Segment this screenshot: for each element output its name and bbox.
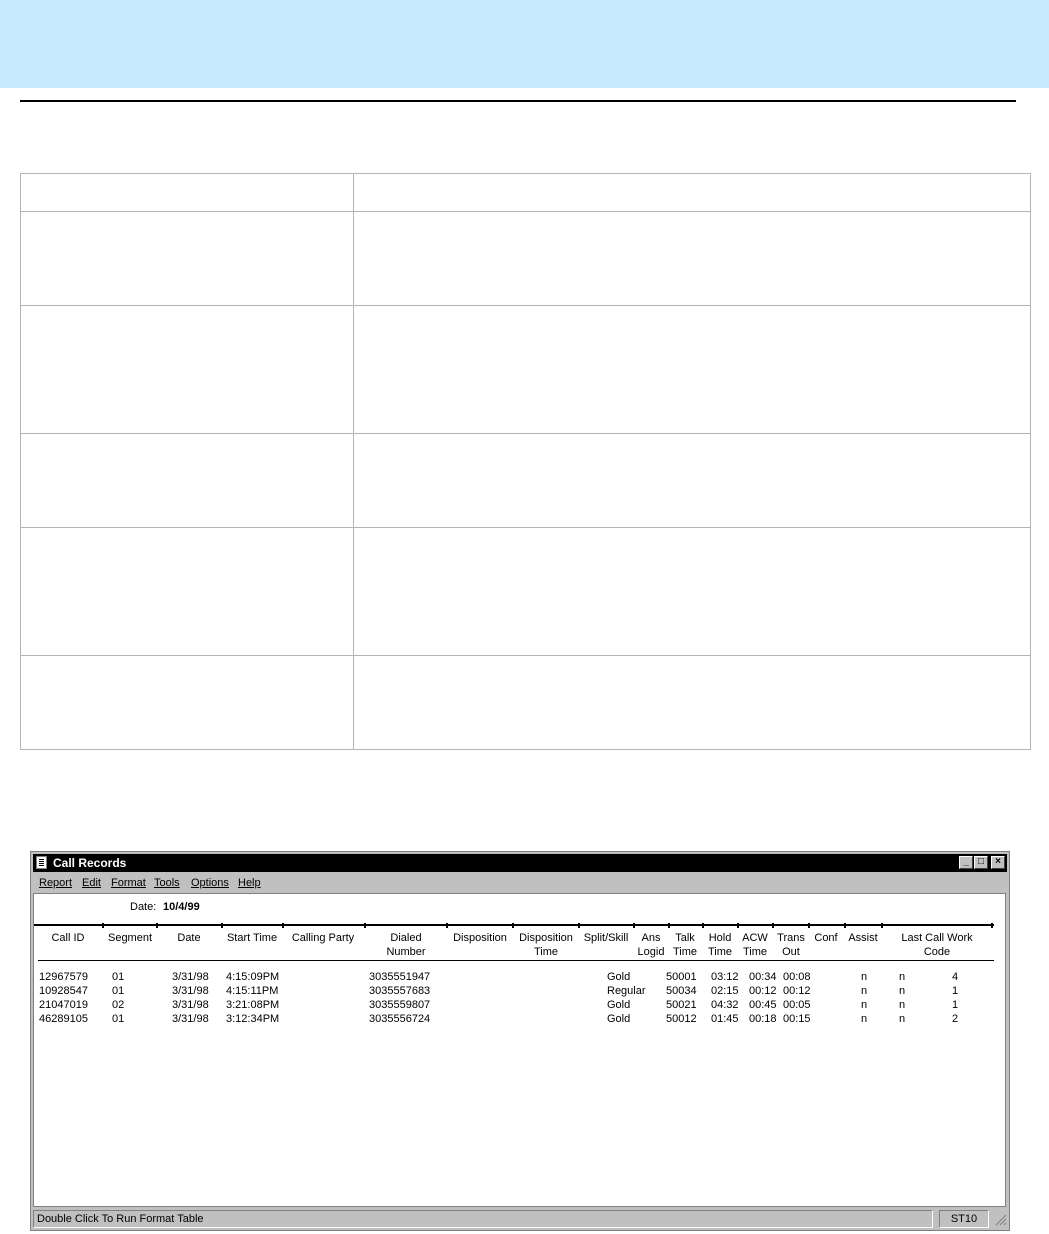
- menu-report[interactable]: [39, 877, 72, 889]
- table-cell: Gold: [607, 1013, 631, 1025]
- column-header-line: Logid: [637, 946, 665, 958]
- status-code: ST10: [939, 1210, 989, 1228]
- column-header-line: Time: [672, 946, 698, 958]
- menu-help-label: Help: [238, 877, 261, 889]
- column-header-line: Conf: [814, 932, 838, 944]
- menu-tools[interactable]: [154, 877, 180, 889]
- column-tick: [156, 923, 158, 928]
- column-header-line: Talk: [675, 932, 695, 944]
- column-tick: [282, 923, 284, 928]
- table-cell: 3/31/98: [172, 999, 209, 1011]
- column-tick: [881, 923, 883, 928]
- table-cell: 3035559807: [369, 999, 431, 1011]
- menu-format-label: Format: [111, 877, 146, 889]
- info-table-row: [21, 528, 1031, 656]
- table-cell: 03:12: [711, 971, 739, 983]
- info-table-row: [21, 174, 1031, 212]
- table-cell: 3035556724: [369, 1013, 431, 1025]
- close-button[interactable]: ×: [991, 856, 1005, 869]
- table-cell: 3035557683: [369, 985, 431, 997]
- column-tick: [808, 923, 810, 928]
- date-label: Date:: [130, 901, 157, 913]
- header-bottom-rule: [38, 960, 994, 961]
- menu-help[interactable]: [238, 877, 261, 889]
- table-cell: 3/31/98: [172, 971, 209, 983]
- column-header-line: Ans: [641, 932, 661, 944]
- table-cell: 4:15:11PM: [226, 985, 279, 997]
- column-tick: [668, 923, 670, 928]
- column-header-line: Number: [386, 946, 426, 958]
- minimize-button[interactable]: _: [959, 856, 973, 869]
- table-cell: 01: [112, 985, 125, 997]
- table-cell: n: [899, 971, 906, 983]
- info-table-row: [21, 656, 1031, 750]
- document-icon[interactable]: [36, 856, 47, 869]
- table-cell: 46289105: [39, 1013, 88, 1025]
- table-cell: 1: [952, 999, 959, 1011]
- table-cell: n: [899, 999, 906, 1011]
- column-tick: [991, 923, 993, 928]
- table-cell: 01: [112, 971, 125, 983]
- table-cell: n: [861, 999, 868, 1011]
- table-cell: 00:12: [749, 985, 777, 997]
- table-cell: 4: [952, 971, 959, 983]
- column-header-line: Calling Party: [291, 932, 355, 944]
- table-cell: 50012: [666, 1013, 697, 1025]
- column-header-line: Out: [782, 946, 800, 958]
- column-header-line: Disposition: [519, 932, 573, 944]
- column-header-line: Start Time: [226, 932, 278, 944]
- header-band: [0, 0, 1049, 88]
- table-cell: 1: [952, 985, 959, 997]
- table-cell: 3:21:08PM: [226, 999, 280, 1011]
- menu-options[interactable]: [191, 877, 229, 889]
- table-cell: n: [861, 971, 868, 983]
- column-header-line: Segment: [107, 932, 153, 944]
- column-tick: [446, 923, 448, 928]
- column-header-line: Disposition: [453, 932, 507, 944]
- column-header-line: Time: [707, 946, 733, 958]
- column-header-line: Date: [177, 932, 201, 944]
- table-cell: n: [861, 1013, 868, 1025]
- table-cell: 12967579: [39, 971, 88, 983]
- maximize-button[interactable]: □: [974, 856, 988, 869]
- date-value: 10/4/99: [163, 901, 200, 913]
- column-header-line: Last Call Work: [901, 932, 973, 944]
- table-cell: 4:15:09PM: [226, 971, 280, 983]
- column-header-line: ACW: [742, 932, 768, 944]
- header-top-rule: [34, 924, 994, 926]
- info-table-row: [21, 434, 1031, 528]
- table-cell: 21047019: [39, 999, 88, 1011]
- column-tick: [844, 923, 846, 928]
- column-tick: [737, 923, 739, 928]
- column-header-line: Dialed: [390, 932, 422, 944]
- table-cell: 50001: [666, 971, 697, 983]
- column-header-line: Time: [533, 946, 559, 958]
- column-tick: [221, 923, 223, 928]
- column-header-line: Code: [923, 946, 951, 958]
- table-cell: 50021: [666, 999, 697, 1011]
- table-cell: Gold: [607, 999, 631, 1011]
- column-tick: [364, 923, 366, 928]
- column-header-line: Split/Skill: [583, 932, 629, 944]
- info-table-row: [21, 306, 1031, 434]
- column-tick: [633, 923, 635, 928]
- table-cell: n: [899, 1013, 906, 1025]
- column-header[interactable]: [877, 931, 997, 959]
- info-table: [20, 173, 1031, 750]
- table-cell: n: [899, 985, 906, 997]
- resize-grip-icon[interactable]: [993, 1212, 1007, 1226]
- table-cell: 00:34: [749, 971, 777, 983]
- table-cell: Gold: [607, 971, 631, 983]
- column-tick: [102, 923, 104, 928]
- column-header-line: Hold: [708, 932, 732, 944]
- table-cell: 50034: [666, 985, 697, 997]
- status-bar: [33, 1210, 1007, 1228]
- column-header-line: Call ID: [51, 932, 85, 944]
- column-tick: [578, 923, 580, 928]
- table-cell: 3/31/98: [172, 1013, 209, 1025]
- status-text: Double Click To Run Format Table: [33, 1210, 933, 1228]
- column-tick: [512, 923, 514, 928]
- table-cell: 3035551947: [369, 971, 431, 983]
- table-cell: 04:32: [711, 999, 739, 1011]
- column-header-line: Trans: [777, 932, 805, 944]
- title-bar[interactable]: [33, 854, 1007, 872]
- table-cell: 02:15: [711, 985, 739, 997]
- menu-edit[interactable]: [82, 877, 101, 889]
- column-tick: [772, 923, 774, 928]
- table-cell: 3:12:34PM: [226, 1013, 280, 1025]
- column-header-line: Time: [742, 946, 768, 958]
- table-cell: 00:05: [783, 999, 811, 1011]
- menu-format[interactable]: [111, 877, 146, 889]
- table-cell: 3/31/98: [172, 985, 209, 997]
- column-header-line: Assist: [848, 932, 878, 944]
- menu-bar: [33, 874, 1007, 892]
- menu-options-label: Options: [191, 877, 229, 889]
- table-cell: 2: [952, 1013, 959, 1025]
- table-cell: n: [861, 985, 868, 997]
- column-tick: [702, 923, 704, 928]
- window-title: Call Records: [53, 856, 127, 870]
- report-area[interactable]: [33, 893, 1006, 1207]
- menu-tools-label: Tools: [154, 877, 180, 889]
- table-cell: 10928547: [39, 985, 88, 997]
- header-rule: [20, 100, 1016, 102]
- info-table-row: [21, 212, 1031, 306]
- table-cell: Regular: [607, 985, 646, 997]
- menu-report-label: Report: [39, 877, 73, 889]
- call-records-window: [30, 851, 1010, 1231]
- table-cell: 00:45: [749, 999, 777, 1011]
- table-cell: 00:15: [783, 1013, 811, 1025]
- table-cell: 01:45: [711, 1013, 739, 1025]
- menu-edit-label: Edit: [82, 877, 101, 889]
- table-cell: 00:18: [749, 1013, 777, 1025]
- table-cell: 01: [112, 1013, 125, 1025]
- table-cell: 00:08: [783, 971, 811, 983]
- table-cell: 02: [112, 999, 125, 1011]
- table-cell: 00:12: [783, 985, 811, 997]
